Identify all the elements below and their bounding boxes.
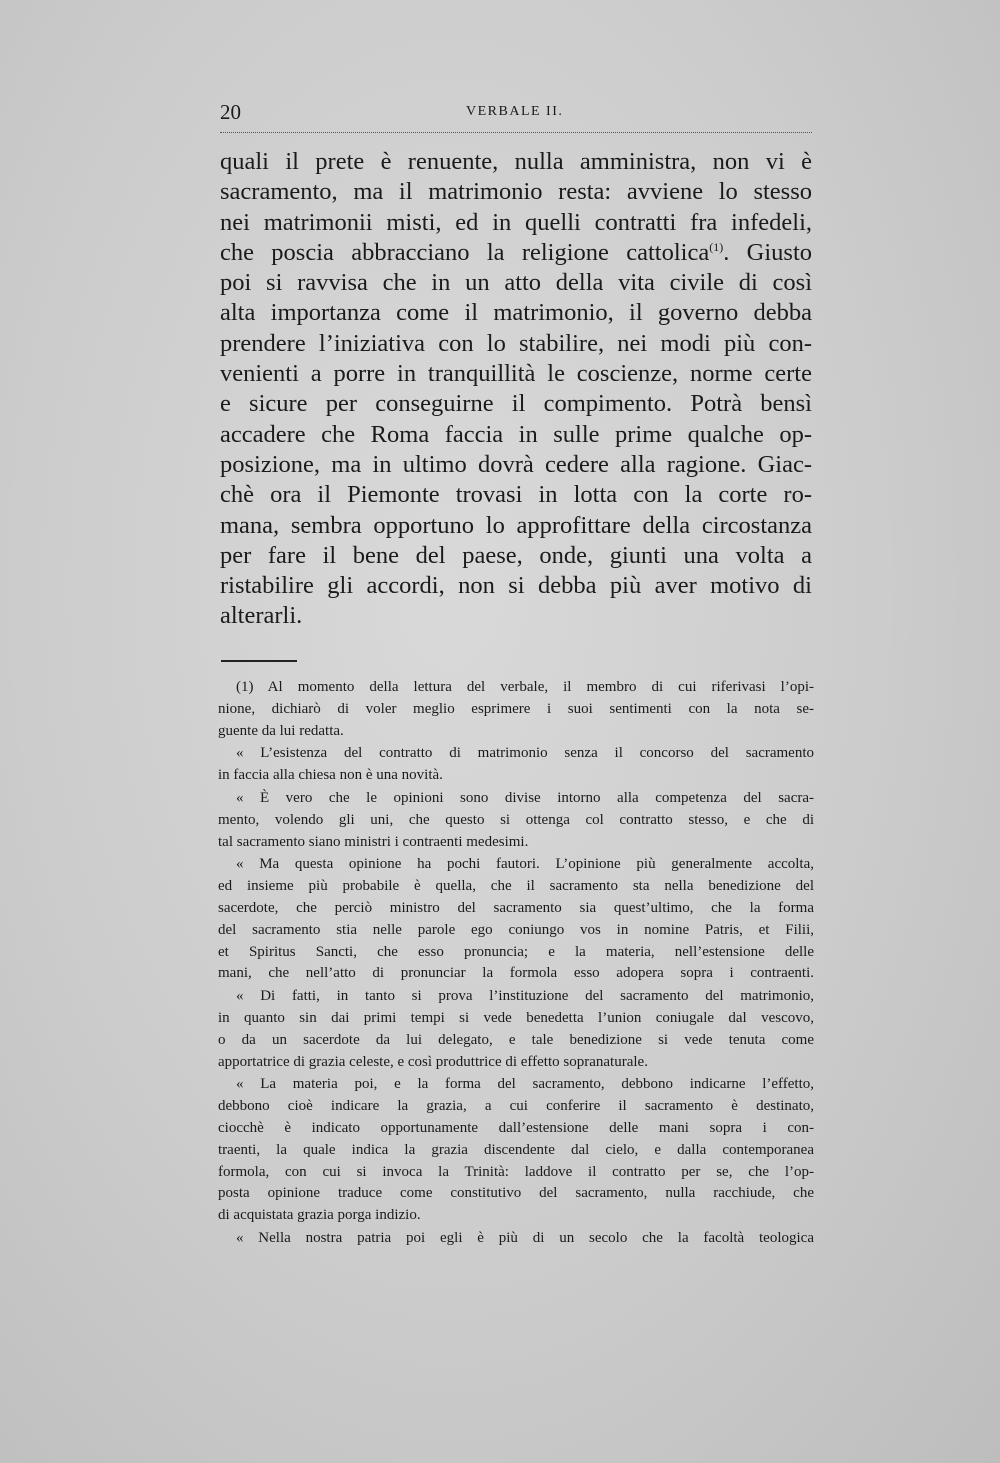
footnote-line: nione, dichiarò di voler meglio esprimere i suoi sentimenti con la nota se- bbox=[218, 700, 814, 717]
page-number: 20 bbox=[220, 100, 241, 124]
text-line: quali il prete è renuente, nulla amministra, non vi è bbox=[220, 148, 812, 175]
text-line: accadere che Roma faccia in sulle prime qualche op- bbox=[220, 420, 812, 448]
page-header bbox=[220, 98, 812, 133]
footnote-line: « È vero che le opinioni sono divise intorno alla competenza del sacra- bbox=[236, 789, 814, 806]
footnotes bbox=[218, 677, 814, 1250]
text-line: per fare il bene del paese, onde, giunti una volta a bbox=[220, 541, 812, 569]
footnote-line: in faccia alla chiesa non è una novità. bbox=[218, 767, 443, 784]
footnote-line: (1) Al momento della lettura del verbale, il membro di cui riferivasi l’opi- bbox=[236, 679, 814, 695]
text-line: e sicure per conseguirne il compimento. Potrà bensì bbox=[220, 390, 812, 418]
footnote-line: traenti, la quale indica la grazia discendente dal cielo, e dalla contemporanea bbox=[218, 1141, 814, 1158]
text-line: alterarli. bbox=[220, 602, 303, 630]
footnote-line: et Spiritus Sancti, che esso pronuncia; e la materia, nell’estensione delle bbox=[218, 943, 814, 960]
footnote-reference[interactable]: (1) bbox=[709, 239, 724, 254]
text-line: mana, sembra opportuno lo approfittare della circostanza bbox=[220, 511, 812, 539]
text-line-start: che poscia abbracciano la religione cattolica bbox=[220, 238, 710, 266]
footnote-line: « Ma questa opinione ha pochi fautori. L’opinione più generalmente accolta, bbox=[236, 856, 814, 873]
footnote-line: ed insieme più probabile è quella, che il sacramento sta nella benedizione del bbox=[218, 878, 814, 895]
text-line-tail: . Giusto bbox=[723, 238, 812, 266]
footnote-line: « L’esistenza del contratto di matrimonio senza il concorso del sacramento bbox=[236, 745, 814, 762]
text-line: nei matrimonii misti, ed in quelli contratti fra infedeli, bbox=[220, 208, 812, 236]
text-line: ristabilire gli accordi, non si debba più aver motivo di bbox=[220, 572, 812, 600]
footnote-line: debbono cioè indicare la grazia, a cui conferire il sacramento è destinato, bbox=[218, 1098, 814, 1115]
footnote-line: apportatrice di grazia celeste, e così produttrice di effetto sopranaturale. bbox=[218, 1053, 648, 1070]
footnote-line: di acquistata grazia porga indizio. bbox=[218, 1207, 421, 1224]
footnote-line: guente da lui redatta. bbox=[218, 722, 344, 739]
text-line bbox=[220, 238, 812, 268]
text-line: prendere l’iniziativa con lo stabilire, nei modi più con- bbox=[220, 329, 812, 357]
text-line: alta importanza come il matrimonio, il governo debba bbox=[220, 299, 812, 327]
main-text bbox=[220, 147, 812, 632]
footnote-line: formola, con cui si invoca la Trinità: laddove il contratto per se, che l’op- bbox=[218, 1163, 814, 1180]
footnote-separator bbox=[221, 660, 297, 662]
footnote-line: mani, che nell’atto di pronunciar la formola esso adopera sopra i contraenti. bbox=[218, 965, 814, 982]
text-line: poi si ravvisa che in un atto della vita civile di così bbox=[220, 269, 812, 297]
text-line: sacramento, ma il matrimonio resta: avviene lo stesso bbox=[220, 178, 812, 206]
footnote-line: sacerdote, che perciò ministro del sacramento sia quest’ultimo, che la forma bbox=[218, 899, 814, 916]
footnote-line: posta opinione traduce come constitutivo del sacramento, nulla racchiude, che bbox=[218, 1185, 814, 1202]
footnote-line: del sacramento stia nelle parole ego coniungo vos in nomine Patris, et Filii, bbox=[218, 921, 814, 938]
text-line: chè ora il Piemonte trovasi in lotta con la corte ro- bbox=[220, 481, 812, 509]
footnote-line: tal sacramento siano ministri i contraenti medesimi. bbox=[218, 833, 529, 850]
footnote-line: « La materia poi, e la forma del sacramento, debbono indicarne l’effetto, bbox=[236, 1076, 814, 1093]
footnote-line: in quanto sin dai primi tempi si vede benedetta l’union coniugale dal vescovo, bbox=[218, 1009, 814, 1026]
footnote-line: « Nella nostra patria poi egli è più di un secolo che la facoltà teologica bbox=[236, 1229, 814, 1246]
running-head: VERBALE II. bbox=[466, 104, 564, 119]
footnote-line: ciocchè è indicato opportunamente dall’estensione delle mani sopra i con- bbox=[218, 1119, 814, 1136]
footnote-line: mento, volendo gli uni, che questo si ottenga col contratto stesso, e che di bbox=[218, 811, 814, 828]
footnote-line: o da un sacerdote da lui delegato, e tale benedizione si vede tenuta come bbox=[218, 1031, 814, 1048]
text-line: posizione, ma in ultimo dovrà cedere alla ragione. Giac- bbox=[220, 450, 812, 478]
text-line: venienti a porre in tranquillità le coscienze, norme certe bbox=[220, 360, 812, 388]
footnote-line: « Di fatti, in tanto si prova l’instituzione del sacramento del matrimonio, bbox=[236, 988, 814, 1005]
